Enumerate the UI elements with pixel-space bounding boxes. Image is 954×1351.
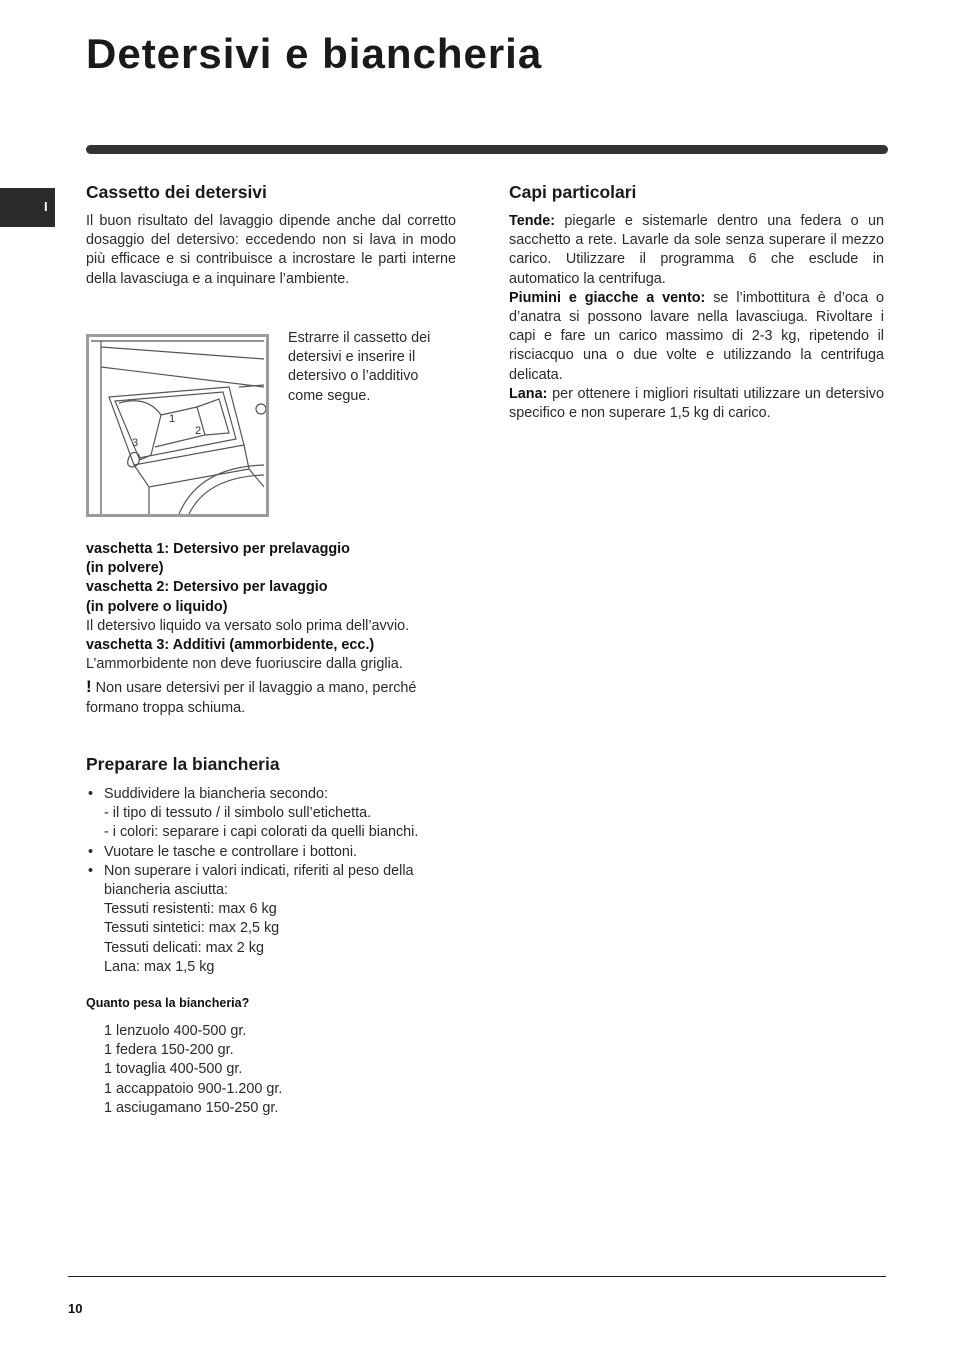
weight-item: 1 tovaglia 400-500 gr. xyxy=(104,1061,243,1078)
limit-item: Tessuti sintetici: max 2,5 kg xyxy=(104,920,280,937)
language-tab xyxy=(0,188,55,227)
figure-caption: Estrarre il cassetto dei detersivi e inserire il detersivo o l’additivo come segue. xyxy=(288,330,431,404)
limit-item: Tessuti resistenti: max 6 kg xyxy=(104,901,277,918)
warning-note xyxy=(86,677,458,717)
compartment-1-type: (in polvere) xyxy=(86,560,164,577)
paragraph-piumini xyxy=(509,289,884,385)
weight-item: 1 accappatoio 900-1.200 gr. xyxy=(104,1080,283,1097)
compartment-3-title: vaschetta 3: Additivi (ammorbidente, ecc.) xyxy=(86,637,375,654)
warning-icon: ! xyxy=(86,677,92,697)
text-piumini: se l’imbottitura è d’oca o d’anatra si possono lavare nella lavasciuga. Rivoltare i capi e fare un carico massimo di 2-3 kg, ripetendo il risciacquo una o due volte e utilizzando la centrifuga delicata. xyxy=(509,289,884,383)
weight-item: 1 asciugamano 150-250 gr. xyxy=(104,1099,279,1116)
compartment-list xyxy=(86,540,458,718)
label-tende: Tende: xyxy=(509,213,556,229)
compartment-2-type: (in polvere o liquido) xyxy=(86,598,228,615)
drawer-drawing xyxy=(89,337,266,514)
weights-heading: Quanto pesa la biancheria? xyxy=(86,996,250,1010)
footer-divider xyxy=(68,1276,886,1277)
capi-text xyxy=(509,212,884,423)
label-lana: Lana: xyxy=(509,385,548,402)
bullet-text: Suddividere la biancheria secondo: xyxy=(104,786,329,802)
compartment-3-note: L’ammorbidente non deve fuoriuscire dalla griglia. xyxy=(86,656,403,673)
list-item xyxy=(86,862,461,977)
limit-item: Lana: max 1,5 kg xyxy=(104,958,215,975)
section-heading-cassetto: Cassetto dei detersivi xyxy=(86,182,267,202)
bullet-text: Non superare i valori indicati, riferiti al peso della biancheria asciutta: xyxy=(104,862,414,899)
section-heading-preparare: Preparare la biancheria xyxy=(86,754,280,774)
detergent-drawer-illustration xyxy=(86,334,269,517)
sub-item: - i colori: separare i capi colorati da quelli bianchi. xyxy=(104,824,419,841)
limit-item: Tessuti delicati: max 2 kg xyxy=(104,939,264,956)
warning-text: Non usare detersivi per il lavaggio a mano, perché formano troppa schiuma. xyxy=(86,680,417,716)
title-divider xyxy=(86,145,888,154)
page-number: 10 xyxy=(68,1301,83,1316)
compartment-label-1: 1 xyxy=(169,413,176,425)
page-title: Detersivi e biancheria xyxy=(86,30,543,77)
weight-item: 1 lenzuolo 400-500 gr. xyxy=(104,1023,247,1039)
compartment-2-note: Il detersivo liquido va versato solo prima dell’avvio. xyxy=(86,617,410,634)
preparare-list xyxy=(86,785,461,977)
compartment-2-title: vaschetta 2: Detersivo per lavaggio xyxy=(86,579,328,596)
label-piumini: Piumini e giacche a vento: xyxy=(509,289,706,306)
compartment-label-2: 2 xyxy=(195,425,202,437)
compartment-label-3: 3 xyxy=(132,437,139,449)
text-tende: piegarle e sistemarle dentro una federa o un sacchetto a rete. Lavarle da sole senza superare il mezzo carico. Utilizzare il programma 6 che esclude in automatico la centrifuga. xyxy=(509,213,884,287)
list-item xyxy=(86,785,461,843)
paragraph-lana xyxy=(509,385,884,423)
paragraph-tende xyxy=(509,212,884,289)
text-lana: per ottenere i migliori risultati utilizzare un detersivo specifico e non superare 1,5 kg di carico. xyxy=(509,385,884,422)
language-tab-label: I xyxy=(44,199,48,214)
list-item xyxy=(86,843,461,862)
bullet-text: Vuotare le tasche e controllare i bottoni. xyxy=(104,843,358,860)
sub-item: - il tipo di tessuto / il simbolo sull’etichetta. xyxy=(104,805,372,822)
section-heading-capi: Capi particolari xyxy=(509,182,637,202)
weight-item: 1 federa 150-200 gr. xyxy=(104,1042,234,1059)
cassetto-intro: Il buon risultato del lavaggio dipende anche dal corretto dosaggio del detersivo: eccedendo non si lava in modo più efficace e si contribuisce a incrostare le parti interne della lavasciuga e a inquinare l’ambiente. xyxy=(86,213,456,287)
compartment-1-title: vaschetta 1: Detersivo per prelavaggio xyxy=(86,541,350,557)
weights-list xyxy=(104,1022,282,1118)
